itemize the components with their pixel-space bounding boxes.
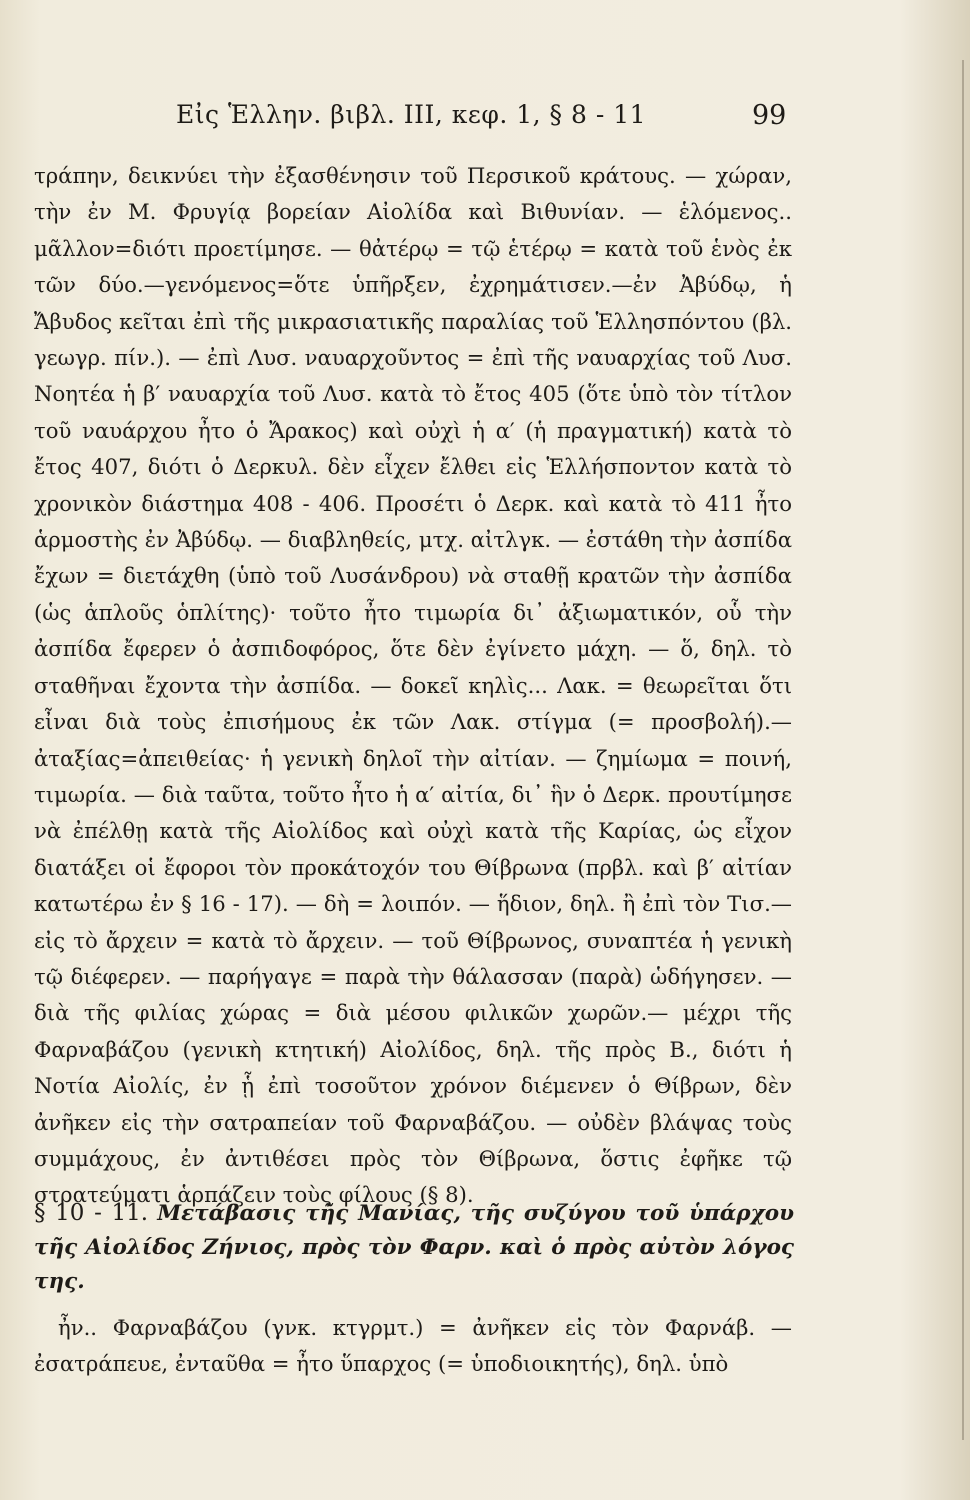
page-number: 99 [752, 100, 787, 131]
section-title: Μετάβασις τῆς Μανίας, τῆς συζύγου τοῦ ὑπάρχου τῆς Αἰολίδος Ζήνιος, πρὸς τὸν Φαρν. καὶ ὁ πρὸς αὐτὸν λόγος της. [34, 1201, 794, 1294]
page-edge-line [962, 60, 964, 1440]
section-body [34, 1310, 792, 1382]
section-number: § 10 - 11. [34, 1200, 149, 1226]
section-heading [34, 1196, 794, 1299]
section-body-paragraph: ἦν.. Φαρναβάζου (γνκ. κτγρμτ.) = ἀνῆκεν εἰς τὸν Φαρνάβ. — ἐσατράπευε, ἐνταῦθα = ἦτο ὕπαρχος (= ὑποδιοικητής), δηλ. ὑπὸ [34, 1315, 792, 1376]
commentary-paragraph: τράπην, δεικνύει τὴν ἐξασθένησιν τοῦ Περσικοῦ κράτους. — χώραν, τὴν ἐν Μ. Φρυγίᾳ βορείαν Αἰολίδα καὶ Βιθυνίαν. — ἑλόμενος.. μᾶλλον=διότι προετίμησε. — θἀτέρῳ = τῷ ἑτέρῳ = κατὰ τοῦ ἑνὸς ἐκ τῶν δύο.—γενόμενος=ὅτε ὑπῆρξεν, ἐχρημάτισεν.—ἐν Ἀβύδῳ, ἡ Ἄβυδος κεῖται ἐπὶ τῆς μικρασιατικῆς παραλίας τοῦ Ἑλλησπόντου (βλ. γεωγρ. πίν.). — ἐπὶ Λυσ. ναυαρχοῦντος = ἐπὶ τῆς ναυαρχίας τοῦ Λυσ. Νοητέα ἡ β′ ναυαρχία τοῦ Λυσ. κατὰ τὸ ἔτος 405 (ὅτε ὑπὸ τὸν τίτλον τοῦ ναυάρχου ἦτο ὁ Ἄρακος) καὶ οὐχὶ ἡ α′ (ἡ πραγματική) κατὰ τὸ ἔτος 407, διότι ὁ Δερκυλ. δὲν εἶχεν ἔλθει εἰς Ἑλλήσποντον κατὰ τὸ χρονικὸν διάστημα 408 - 406. Προσέτι ὁ Δερκ. καὶ κατὰ τὸ 411 ἦτο ἁρμοστὴς ἐν Ἀβύδῳ. — διαβληθείς, μτχ. αἰτλγκ. — ἐστάθη τὴν ἀσπίδα ἔχων = διετάχθη (ὑπὸ τοῦ Λυσάνδρου) νὰ σταθῇ κρατῶν τὴν ἀσπίδα (ὡς ἁπλοῦς ὁπλίτης)· τοῦτο ἦτο τιμωρία δι᾽ ἀξιωματικόν, οὗ τὴν ἀσπίδα ἔφερεν ὁ ἀσπιδοφόρος, ὅτε δὲν ἐγίνετο μάχη. — ὅ, δηλ. τὸ σταθῆναι ἔχοντα τὴν ἀσπίδα. — δοκεῖ κηλὶς... Λακ. = θεωρεῖται ὅτι εἶναι διὰ τοὺς ἐπισήμους ἐκ τῶν Λακ. στίγμα (= προσβολή).—ἀταξίας=ἀπειθείας· ἡ γενικὴ δηλοῖ τὴν αἰτίαν. — ζημίωμα = ποινή, τιμωρία. — διὰ ταῦτα, τοῦτο ἦτο ἡ α′ αἰτία, δι᾽ ἣν ὁ Δερκ. προυτίμησε νὰ ἐπέλθῃ κατὰ τῆς Αἰολίδος καὶ οὐχὶ κατὰ τῆς Καρίας, ὡς εἶχον διατάξει οἱ ἔφοροι τὸν προκάτοχόν του Θίβρωνα (πρβλ. καὶ β′ αἰτίαν κατωτέρω ἐν § 16 - 17). — δὴ = λοιπόν. — ἥδιον, δηλ. ἢ ἐπὶ τὸν Τισ.— εἰς τὸ ἄρχειν = κατὰ τὸ ἄρχειν. — τοῦ Θίβρωνος, συναπτέα ἡ γενικὴ τῷ διέφερεν. — παρήγαγε = παρὰ τὴν θάλασσαν (παρὰ) ὡδήγησεν. — διὰ τῆς φιλίας χώρας = διὰ μέσου φιλικῶν χωρῶν.— μέχρι τῆς Φαρναβάζου (γενικὴ κτητική) Αἰολίδος, δηλ. τῆς πρὸς Β., διότι ἡ Νοτία Αἰολίς, ἐν ᾗ ἐπὶ τοσοῦτον χρόνον διέμενεν ὁ Θίβρων, δὲν ἀνῆκεν εἰς τὴν σατραπείαν τοῦ Φαρναβάζου. — οὐδὲν βλάψας τοὺς συμμάχους, ἐν ἀντιθέσει πρὸς τὸν Θίβρωνα, ὅστις ἐφῆκε τῷ στρατεύματι ἁρπάζειν τοὺς φίλους (§ 8). [34, 163, 792, 1208]
section-title-block [34, 1196, 794, 1299]
page-header [0, 100, 970, 140]
running-head: Εἰς Ἑλλην. βιβλ. III, κεφ. 1, § 8 - 11 [176, 100, 647, 129]
commentary-block [34, 158, 792, 1214]
